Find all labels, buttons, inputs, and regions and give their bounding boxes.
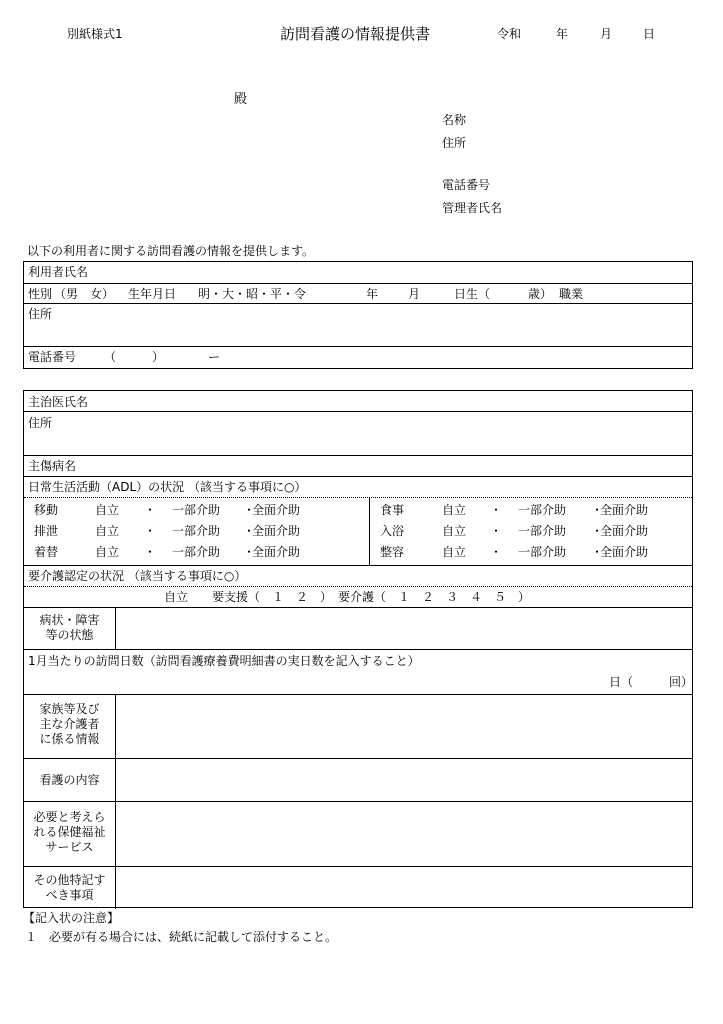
visits-suffix: 日（ 回） bbox=[609, 675, 694, 689]
adl-partial: 一部介助 bbox=[172, 545, 221, 559]
adl-dot: ・ bbox=[144, 503, 157, 517]
adl-full: ･全面介助 bbox=[594, 545, 649, 559]
provider-name-label: 名称 bbox=[442, 113, 467, 127]
date-year: 年 bbox=[556, 27, 569, 41]
era-options: 明・大・昭・平・令 bbox=[198, 287, 307, 301]
adl-dot: ・ bbox=[490, 524, 503, 538]
birth-day: 日生（ bbox=[454, 287, 491, 301]
adl-dot: ・ bbox=[144, 545, 157, 559]
adl-item-label: 移動 bbox=[34, 503, 59, 517]
doctor-address-label: 住所 bbox=[28, 416, 53, 430]
services-label-line3: サービス bbox=[45, 840, 94, 854]
adl-independent: 自立 bbox=[442, 545, 467, 559]
adl-item-label: 着替 bbox=[34, 545, 59, 559]
adl-independent: 自立 bbox=[442, 524, 467, 538]
family-label bbox=[24, 702, 115, 747]
adl-item-label: 整容 bbox=[380, 545, 405, 559]
adl-independent: 自立 bbox=[95, 524, 120, 538]
adl-partial: 一部介助 bbox=[518, 545, 567, 559]
sex-label: 性別 bbox=[28, 287, 53, 301]
adl-independent: 自立 bbox=[95, 545, 120, 559]
other-label-line2: べき事項 bbox=[45, 888, 94, 902]
symptom-label-line2: 等の状態 bbox=[45, 628, 94, 642]
family-label-line3: に係る情報 bbox=[39, 732, 100, 746]
services-label bbox=[24, 810, 115, 855]
adl-item-label: 入浴 bbox=[380, 524, 405, 538]
visits-title: 1月当たりの訪問日数（訪問看護療養費明細書の実日数を記入すること） bbox=[28, 654, 420, 668]
notes-item-1: １ 必要が有る場合には、続紙に記載して添付すること。 bbox=[25, 930, 338, 944]
user-info-table bbox=[23, 261, 693, 369]
adl-partial: 一部介助 bbox=[518, 503, 567, 517]
adl-item-label: 食事 bbox=[380, 503, 405, 517]
adl-full: ･全面介助 bbox=[594, 503, 649, 517]
provider-phone-label: 電話番号 bbox=[442, 178, 491, 192]
provider-manager-label: 管理者氏名 bbox=[442, 201, 503, 215]
adl-title: 日常生活活動（ADL）の状況 （該当する事項に○） bbox=[28, 480, 307, 494]
recipient-honorific: 殿 bbox=[234, 92, 248, 107]
adl-partial: 一部介助 bbox=[518, 524, 567, 538]
form-number: 別紙様式1 bbox=[67, 27, 123, 41]
medical-info-table bbox=[23, 390, 693, 908]
age-label: 歳） bbox=[528, 287, 553, 301]
date-day: 日 bbox=[643, 27, 656, 41]
other-label-line1: その他特記す bbox=[33, 873, 106, 887]
notes-title: 【記入状の注意】 bbox=[23, 911, 120, 925]
adl-dot: ・ bbox=[490, 545, 503, 559]
user-address-label: 住所 bbox=[28, 307, 53, 321]
document-title: 訪問看護の情報提供書 bbox=[280, 25, 431, 43]
date-month: 月 bbox=[600, 27, 613, 41]
sex-options: （男 女） bbox=[54, 287, 115, 301]
adl-full: ･全面介助 bbox=[246, 545, 301, 559]
disease-label: 主傷病名 bbox=[28, 459, 77, 473]
user-name-label: 利用者氏名 bbox=[28, 265, 89, 279]
occupation-label: 職業 bbox=[559, 287, 584, 301]
adl-item-label: 排泄 bbox=[34, 524, 59, 538]
nursing-content-label bbox=[24, 773, 115, 788]
services-label-line2: れる保健福祉 bbox=[33, 825, 106, 839]
adl-partial: 一部介助 bbox=[172, 503, 221, 517]
other-label bbox=[24, 873, 115, 903]
provider-address-label: 住所 bbox=[442, 136, 467, 150]
user-phone-dash: ー bbox=[208, 350, 221, 364]
care-level-options: 自立 要支援（ １ ２ ） 要介護（ １ ２ ３ ４ ５ ） bbox=[164, 590, 531, 604]
nursing-content-label-text: 看護の内容 bbox=[39, 773, 100, 787]
date-era: 令和 bbox=[497, 27, 522, 41]
adl-dot: ・ bbox=[144, 524, 157, 538]
birth-label: 生年月日 bbox=[128, 287, 177, 301]
user-phone-label: 電話番号 bbox=[28, 350, 77, 364]
care-level-title: 要介護認定の状況 （該当する事項に○） bbox=[28, 569, 247, 583]
services-label-line1: 必要と考えら bbox=[33, 810, 106, 824]
adl-full: ･全面介助 bbox=[594, 524, 649, 538]
symptom-label bbox=[24, 613, 115, 643]
adl-full: ･全面介助 bbox=[246, 503, 301, 517]
adl-independent: 自立 bbox=[95, 503, 120, 517]
adl-independent: 自立 bbox=[442, 503, 467, 517]
user-phone-paren: （ ） bbox=[104, 350, 165, 364]
adl-dot: ・ bbox=[490, 503, 503, 517]
birth-year: 年 bbox=[366, 287, 379, 301]
intro-text: 以下の利用者に関する訪問看護の情報を提供します。 bbox=[27, 244, 315, 258]
birth-month: 月 bbox=[408, 287, 421, 301]
symptom-label-line1: 病状・障害 bbox=[39, 613, 100, 627]
family-label-line1: 家族等及び bbox=[39, 702, 100, 716]
adl-full: ･全面介助 bbox=[246, 524, 301, 538]
family-label-line2: 主な介護者 bbox=[39, 717, 100, 731]
adl-partial: 一部介助 bbox=[172, 524, 221, 538]
doctor-name-label: 主治医氏名 bbox=[28, 395, 89, 409]
